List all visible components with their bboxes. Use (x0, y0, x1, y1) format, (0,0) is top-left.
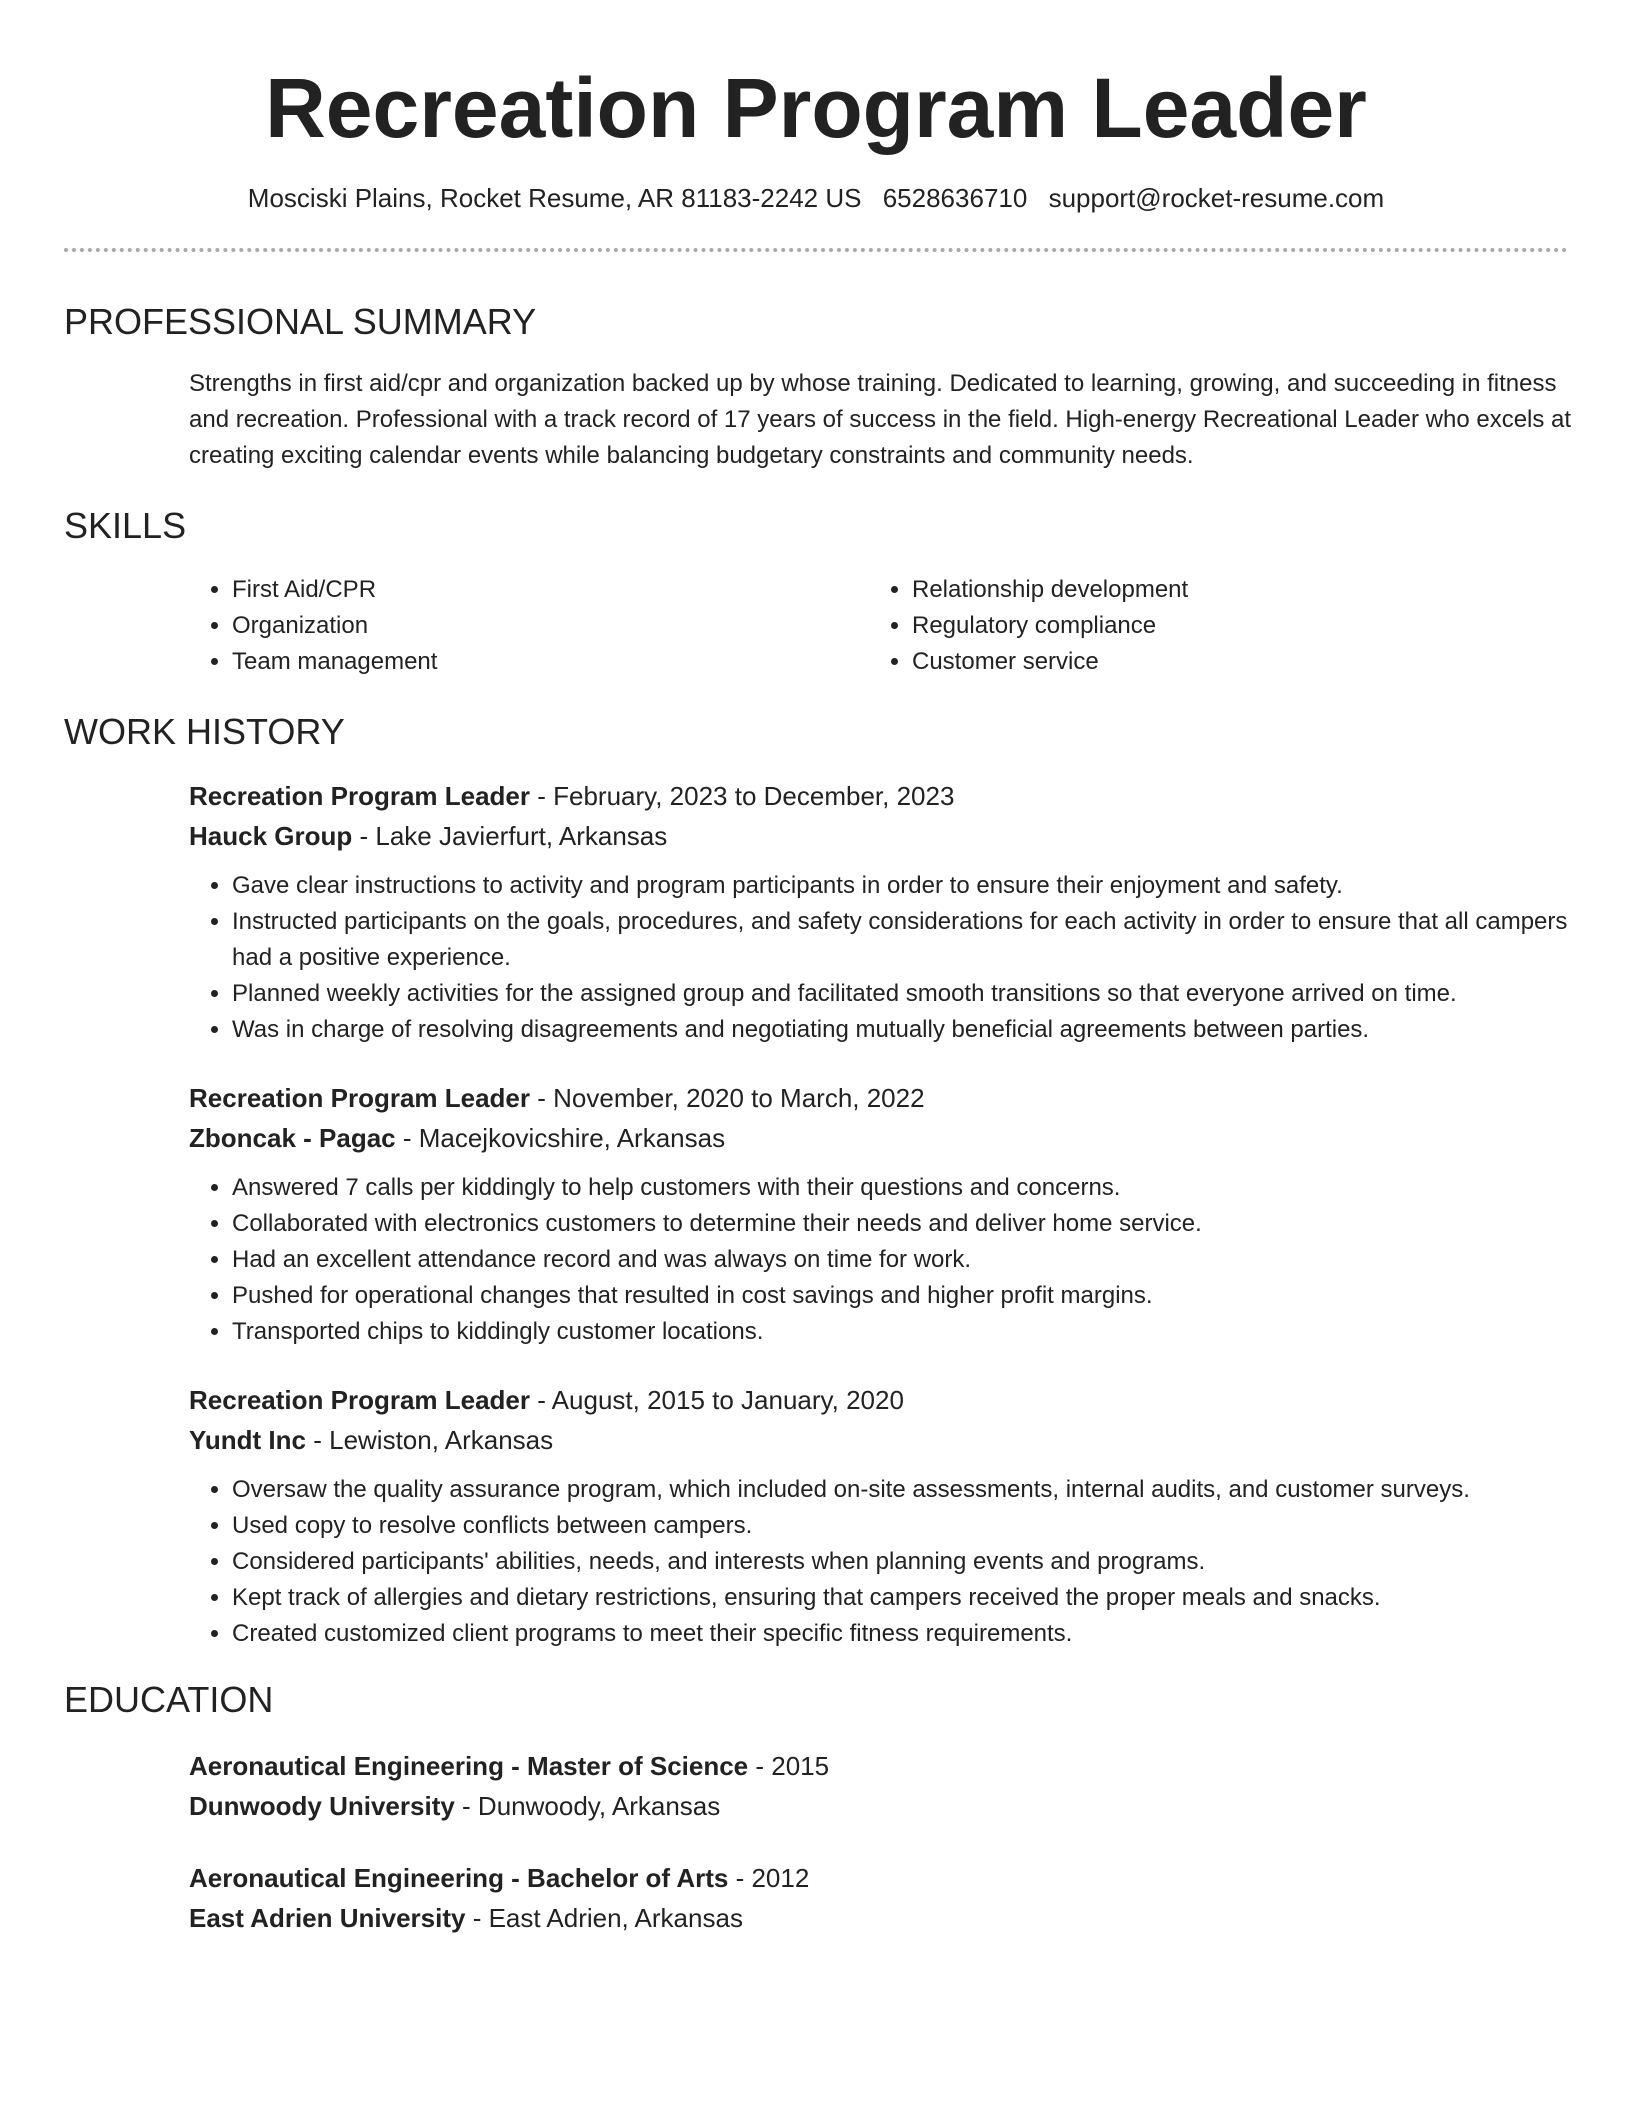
job-location: - Lewiston, Arkansas (306, 1425, 554, 1455)
job-company-line (189, 816, 1568, 856)
work-history-heading: WORK HISTORY (64, 711, 345, 752)
job-company-line (189, 1118, 1568, 1158)
education-entry (189, 1858, 1568, 1938)
job-company-line (189, 1420, 1568, 1460)
summary-section (64, 300, 1572, 474)
job-bullet: • Gave clear instructions to activity and program participants in order to ensure their enjoyment and safety. (232, 868, 1582, 904)
skill-item: • First Aid/CPR (232, 572, 869, 608)
degree-line (189, 1746, 1568, 1786)
education-heading: EDUCATION (64, 1679, 274, 1720)
contact-phone: 6528636710 (882, 183, 1028, 213)
contact-email: support@rocket-resume.com (1048, 183, 1385, 213)
summary-text: Strengths in first aid/cpr and organization backed up by whose training. Dedicated to learning, growing, and succeeding in fitness and recreation. Professional with a track record of 17 years of success in the field. High-energy Recreational Leader who excels at creating exciting calendar events while balancing budgetary constraints and community needs. (189, 370, 1572, 469)
skill-item: • Relationship development (912, 572, 1188, 608)
skills-column-right (869, 572, 1188, 680)
job-bullet: • Pushed for operational changes that resulted in cost savings and higher profit margins. (232, 1278, 1582, 1314)
job-bullet: • Created customized client programs to meet their specific fitness requirements. (232, 1616, 1582, 1652)
job-company: Yundt Inc (189, 1425, 306, 1455)
skill-item: • Team management (232, 644, 869, 680)
job-bullet: • Collaborated with electronics customers to determine their needs and deliver home service. (232, 1206, 1582, 1242)
job-bullet: • Used copy to resolve conflicts between campers. (232, 1508, 1582, 1544)
skill-item: • Regulatory compliance (912, 608, 1188, 644)
school-line (189, 1786, 1568, 1826)
job-title-line (189, 1380, 1568, 1420)
degree: Aeronautical Engineering - Master of Science (189, 1751, 749, 1781)
degree-year: - 2012 (728, 1863, 810, 1893)
job-bullet: • Considered participants' abilities, needs, and interests when planning events and programs. (232, 1544, 1582, 1580)
education-entry (189, 1746, 1568, 1826)
degree-year: - 2015 (748, 1751, 830, 1781)
school-location: - East Adrien, Arkansas (465, 1903, 743, 1933)
job-entry (189, 1078, 1568, 1350)
job-bullets (189, 1472, 1582, 1652)
job-dates: - August, 2015 to January, 2020 (530, 1385, 904, 1415)
contact-address: Mosciski Plains, Rocket Resume, AR 81183-2242 US (247, 183, 862, 213)
job-title: Recreation Program Leader (189, 1385, 531, 1415)
school-location: - Dunwoody, Arkansas (454, 1791, 721, 1821)
contact-line (64, 180, 1568, 216)
summary-heading: PROFESSIONAL SUMMARY (64, 301, 537, 342)
job-bullets (189, 868, 1582, 1048)
skills-column-left (189, 572, 869, 680)
school: East Adrien University (189, 1903, 466, 1933)
job-dates: - November, 2020 to March, 2022 (530, 1083, 925, 1113)
resume-name: Recreation Program Leader (265, 61, 1367, 155)
education-section (64, 1678, 1568, 1938)
job-bullet: • Oversaw the quality assurance program, which included on-site assessments, internal audits, and customer surveys. (232, 1472, 1582, 1508)
job-location: - Macejkovicshire, Arkansas (395, 1123, 726, 1153)
job-bullets (189, 1170, 1582, 1350)
skills-grid (189, 572, 1568, 680)
job-bullet: • Answered 7 calls per kiddingly to help customers with their questions and concerns. (232, 1170, 1582, 1206)
job-title-line (189, 776, 1568, 816)
school: Dunwoody University (189, 1791, 455, 1821)
degree: Aeronautical Engineering - Bachelor of Arts (189, 1863, 729, 1893)
header-divider (64, 248, 1568, 252)
work-history-section (64, 710, 1568, 1652)
skills-section (64, 504, 1568, 680)
job-bullet: • Kept track of allergies and dietary restrictions, ensuring that campers received the proper meals and snacks. (232, 1580, 1582, 1616)
job-bullet: • Transported chips to kiddingly customer locations. (232, 1314, 1582, 1350)
job-bullet: • Had an excellent attendance record and was always on time for work. (232, 1242, 1582, 1278)
job-entry (189, 1380, 1568, 1652)
job-title: Recreation Program Leader (189, 1083, 531, 1113)
job-title: Recreation Program Leader (189, 781, 531, 811)
skill-item: • Organization (232, 608, 869, 644)
job-dates: - February, 2023 to December, 2023 (530, 781, 955, 811)
school-line (189, 1898, 1568, 1938)
job-bullet: • Planned weekly activities for the assigned group and facilitated smooth transitions so that everyone arrived on time. (232, 976, 1582, 1012)
skills-heading: SKILLS (64, 505, 187, 546)
job-company: Zboncak - Pagac (189, 1123, 396, 1153)
skill-item: • Customer service (912, 644, 1188, 680)
resume-page (64, 0, 1572, 1938)
job-bullet: • Was in charge of resolving disagreements and negotiating mutually beneficial agreements between parties. (232, 1012, 1582, 1048)
degree-line (189, 1858, 1568, 1898)
job-bullet: • Instructed participants on the goals, procedures, and safety considerations for each activity in order to ensure that all campers had a positive experience. (232, 904, 1582, 976)
job-title-line (189, 1078, 1568, 1118)
job-entry (189, 776, 1568, 1048)
job-company: Hauck Group (189, 821, 353, 851)
job-location: - Lake Javierfurt, Arkansas (352, 821, 668, 851)
